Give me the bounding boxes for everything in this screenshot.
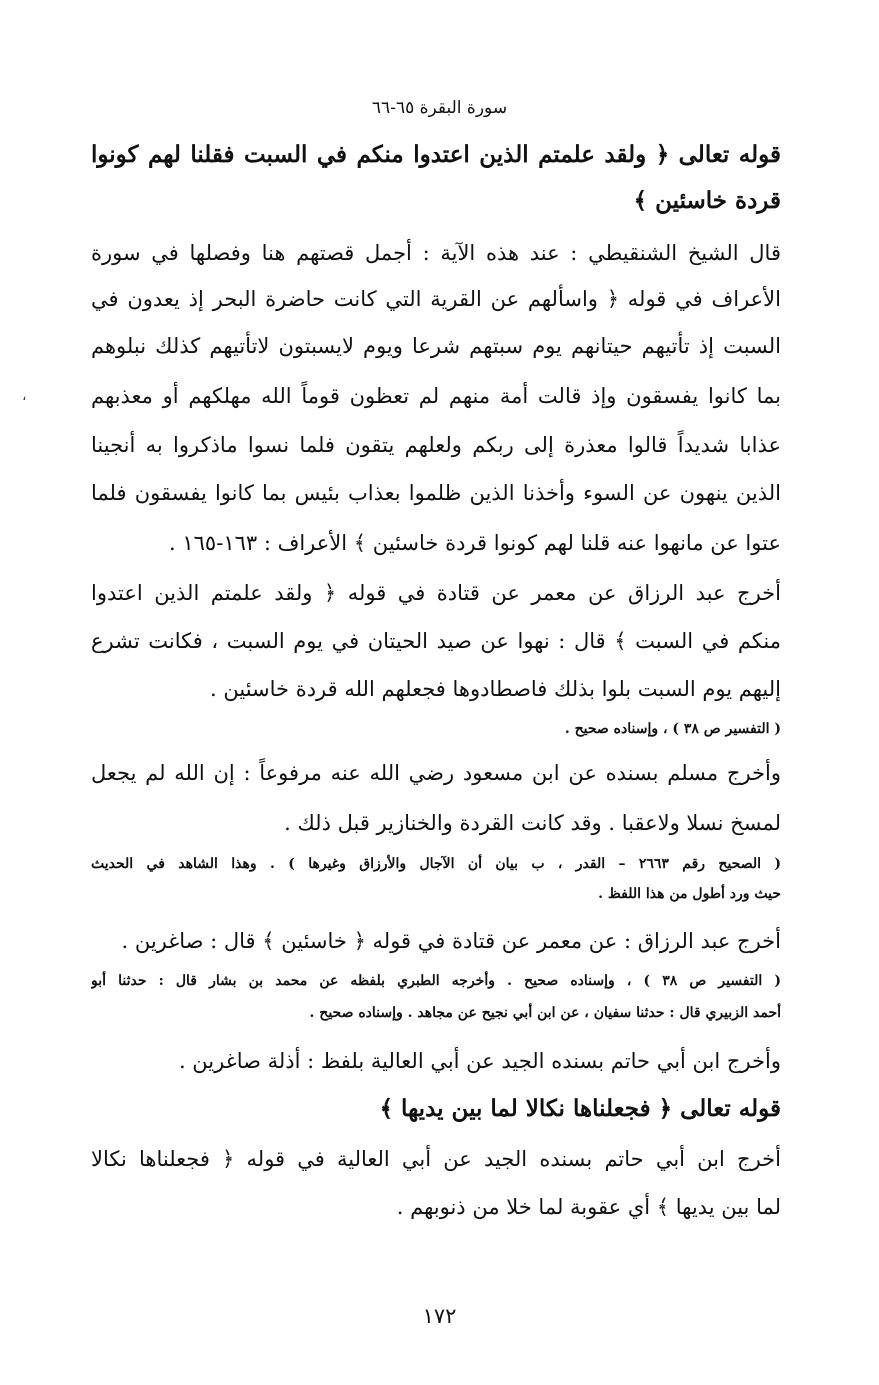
body-line: الذين ينهون عن السوء وأخذنا الذين ظلموا بعذاب بئيس بما كانوا يفسقون فلما — [91, 481, 781, 505]
body-line: أخرج عبد الرزاق عن معمر عن قتادة في قوله ﴿ ولقد علمتم الذين اعتدوا — [91, 581, 781, 605]
running-header: سورة البقرة ٦٥-٦٦ — [371, 98, 508, 118]
reference-note: أحمد الزبيري قال : حدثنا سفيان ، عن ابن أبي نجيح عن مجاهد . وإسناده صحيح . — [309, 1005, 781, 1021]
body-line: عذابا شديداً قالوا معذرة إلى ربكم ولعلهم يتقون فلما نسوا ماذكروا به أنجينا — [91, 433, 781, 457]
verse-heading-line: قوله تعالى ﴿ فجعلناها نكالا لما بين يديها ﴾ — [379, 1095, 781, 1122]
body-line: عتوا عن مانهوا عنه قلنا لهم كونوا قردة خاسئين ﴾ الأعراف : ١٦٣-١٦٥ . — [169, 531, 781, 555]
reference-note: ( الصحيح رقم ٢٦٦٣ – القدر ، ب بيان أن الآجال والأرزاق وغيرها ) . وهذا الشاهد في الحديث — [91, 856, 781, 872]
stray-mark: ، — [22, 388, 27, 404]
body-line: أخرج عبد الرزاق : عن معمر عن قتادة في قوله ﴿ خاسئين ﴾ قال : صاغرين . — [121, 929, 781, 953]
body-line: السبت إذ تأتيهم حيتانهم يوم سبتهم شرعا ويوم لايسبتون لاتأتيهم كذلك نبلوهم — [91, 334, 781, 358]
verse-heading-line-2: قردة خاسئين ﴾ — [633, 187, 781, 214]
reference-note: ( التفسير ص ٣٨ ) ، وإسناده صحيح . — [564, 721, 781, 737]
body-line: إليهم يوم السبت بلوا بذلك فاصطادوها فجعلهم الله قردة خاسئين . — [210, 677, 781, 701]
body-line: وأخرج ابن أبي حاتم بسنده الجيد عن أبي العالية بلفظ : أذلة صاغرين . — [178, 1049, 781, 1073]
body-line: أخرج ابن أبي حاتم بسنده الجيد عن أبي العالية في قوله ﴿ فجعلناها نكالا — [91, 1147, 781, 1171]
body-line: وأخرج مسلم بسنده عن ابن مسعود رضي الله عنه مرفوعاً : إن الله لم يجعل — [91, 761, 781, 785]
body-line: منكم في السبت ﴾ قال : نهوا عن صيد الحيتان في يوم السبت ، فكانت تشرع — [91, 629, 781, 653]
reference-note: حيث ورد أطول من هذا اللفظ . — [598, 886, 781, 902]
body-line: بما كانوا يفسقون وإذ قالت أمة منهم لم تعظون قوماً الله مهلكهم أو معذبهم — [91, 384, 781, 408]
page-number: ١٧٢ — [422, 1304, 457, 1328]
body-line: الأعراف في قوله ﴿ واسألهم عن القرية التي كانت حاضرة البحر إذ يعدون في — [91, 287, 781, 311]
reference-note: ( التفسير ص ٣٨ ) ، وإسناده صحيح . وأخرجه الطبري بلفظه عن محمد بن بشار قال : حدثنا أبو — [91, 973, 781, 989]
body-line: قال الشيخ الشنقيطي : عند هذه الآية : أجمل قصتهم هنا وفصلها في سورة — [91, 241, 781, 265]
body-line: لما بين يديها ﴾ أي عقوبة لما خلا من ذنوبهم . — [396, 1195, 781, 1219]
body-line: لمسخ نسلا ولاعقبا . وقد كانت القردة والخنازير قبل ذلك . — [284, 811, 781, 835]
verse-heading-line-1: قوله تعالى ﴿ ولقد علمتم الذين اعتدوا منكم في السبت فقلنا لهم كونوا — [91, 141, 781, 168]
